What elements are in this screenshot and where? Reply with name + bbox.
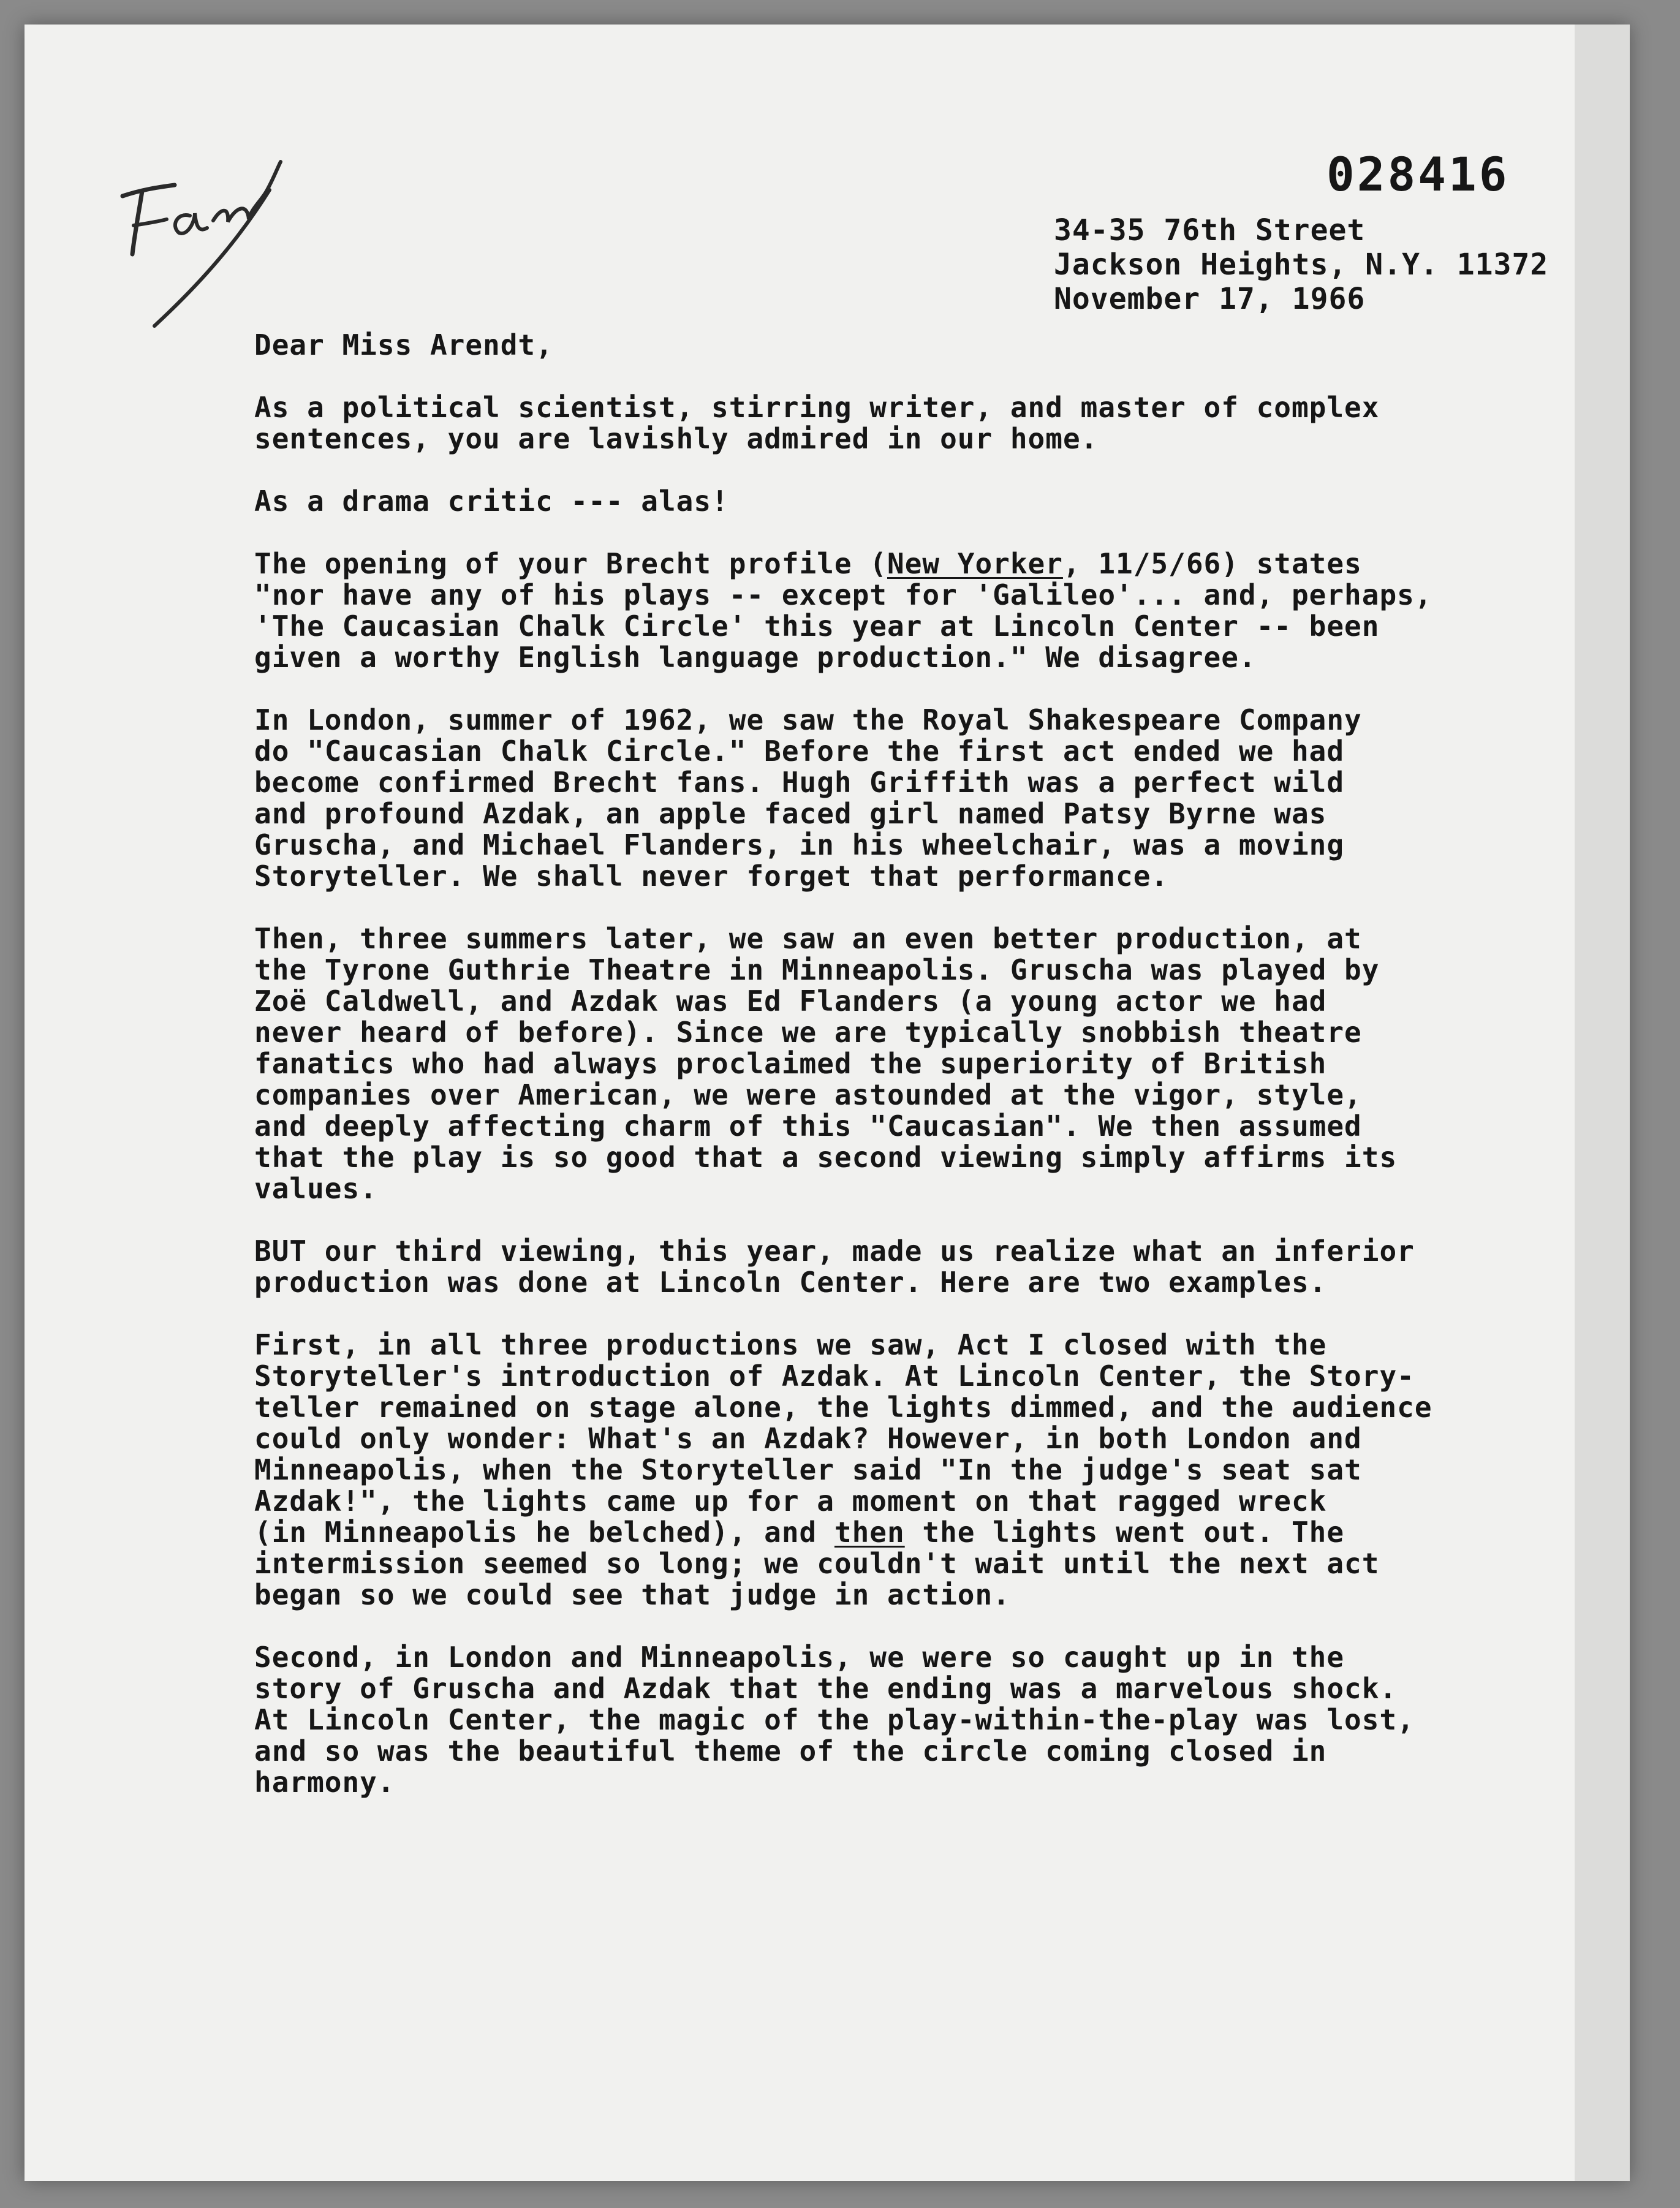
paragraph-3: The opening of your Brecht profile (New Yorker, 11/5/66) states "nor have any of his plays -- except for 'Galileo'... and, perhaps, 'The Caucasian Chalk Circle' this year at Lincoln Center -- been given a worthy English language production." We disagree. (254, 547, 1432, 674)
paragraph-1: As a political scientist, stirring writer, and master of complex sentences, you are lavishly admired in our home. (254, 391, 1380, 455)
address-city: Jackson Heights, N.Y. 11372 (1054, 248, 1549, 282)
paragraph-7: First, in all three productions we saw, Act I closed with the Storyteller's introduction of Azdak. At Lincoln Center, the Story- teller remained on stage alone, the lights dimmed, and the audience could only wonder: What's an Azdak? However, in both London and Minneapolis, when the Storyteller said "In the judge's seat sat Azdak!", the lights came up for a moment on that ragged wreck (in Minneapolis he belched), and then the lights went out. The intermission seemed so long; we couldn't wait until the next act began so we could see that judge in action. (254, 1328, 1432, 1611)
letter-body (254, 330, 1584, 1798)
underlined-word: then (834, 1516, 905, 1549)
letter-page (25, 25, 1630, 2181)
paragraph-8: Second, in London and Minneapolis, we were so caught up in the story of Gruscha and Azdak that the ending was a marvelous shock. At Lincoln Center, the magic of the play-within-the-play was lost, and so was the beautiful theme of the circle coming closed in harmony. (254, 1641, 1415, 1799)
paragraph-5: Then, three summers later, we saw an even better production, at the Tyrone Guthrie Theatre in Minneapolis. Gruscha was played by Zoë Caldwell, and Azdak was Ed Flanders (a young actor we had never heard of before). Since we are typically snobbish theatre fanatics who had always proclaimed the superiority of British companies over American, we were astounded at the vigor, style, and deeply affecting charm of this "Caucasian". We then assumed that the play is so good that a second viewing simply affirms its values. (254, 922, 1398, 1205)
paragraph-4: In London, summer of 1962, we saw the Royal Shakespeare Company do "Caucasian Chalk Circle." Before the first act ended we had become confirmed Brecht fans. Hugh Griffith was a perfect wild and profound Azdak, an apple faced girl named Patsy Byrne was Gruscha, and Michael Flanders, in his wheelchair, was a moving Storyteller. We shall never forget that performance. (254, 703, 1362, 893)
paragraph-6: BUT our third viewing, this year, made us realize what an inferior production was done at Lincoln Center. Here are two examples. (254, 1234, 1415, 1299)
sender-address-block (1054, 213, 1548, 316)
document-number: 028416 (1326, 147, 1510, 202)
letter-date: November 17, 1966 (1054, 282, 1366, 316)
address-street: 34-35 76th Street (1054, 213, 1366, 248)
salutation: Dear Miss Arendt, (254, 328, 553, 361)
handwritten-annotation (98, 147, 300, 331)
paragraph-2: As a drama critic --- alas! (254, 485, 729, 518)
underlined-title: New Yorker (887, 547, 1063, 580)
